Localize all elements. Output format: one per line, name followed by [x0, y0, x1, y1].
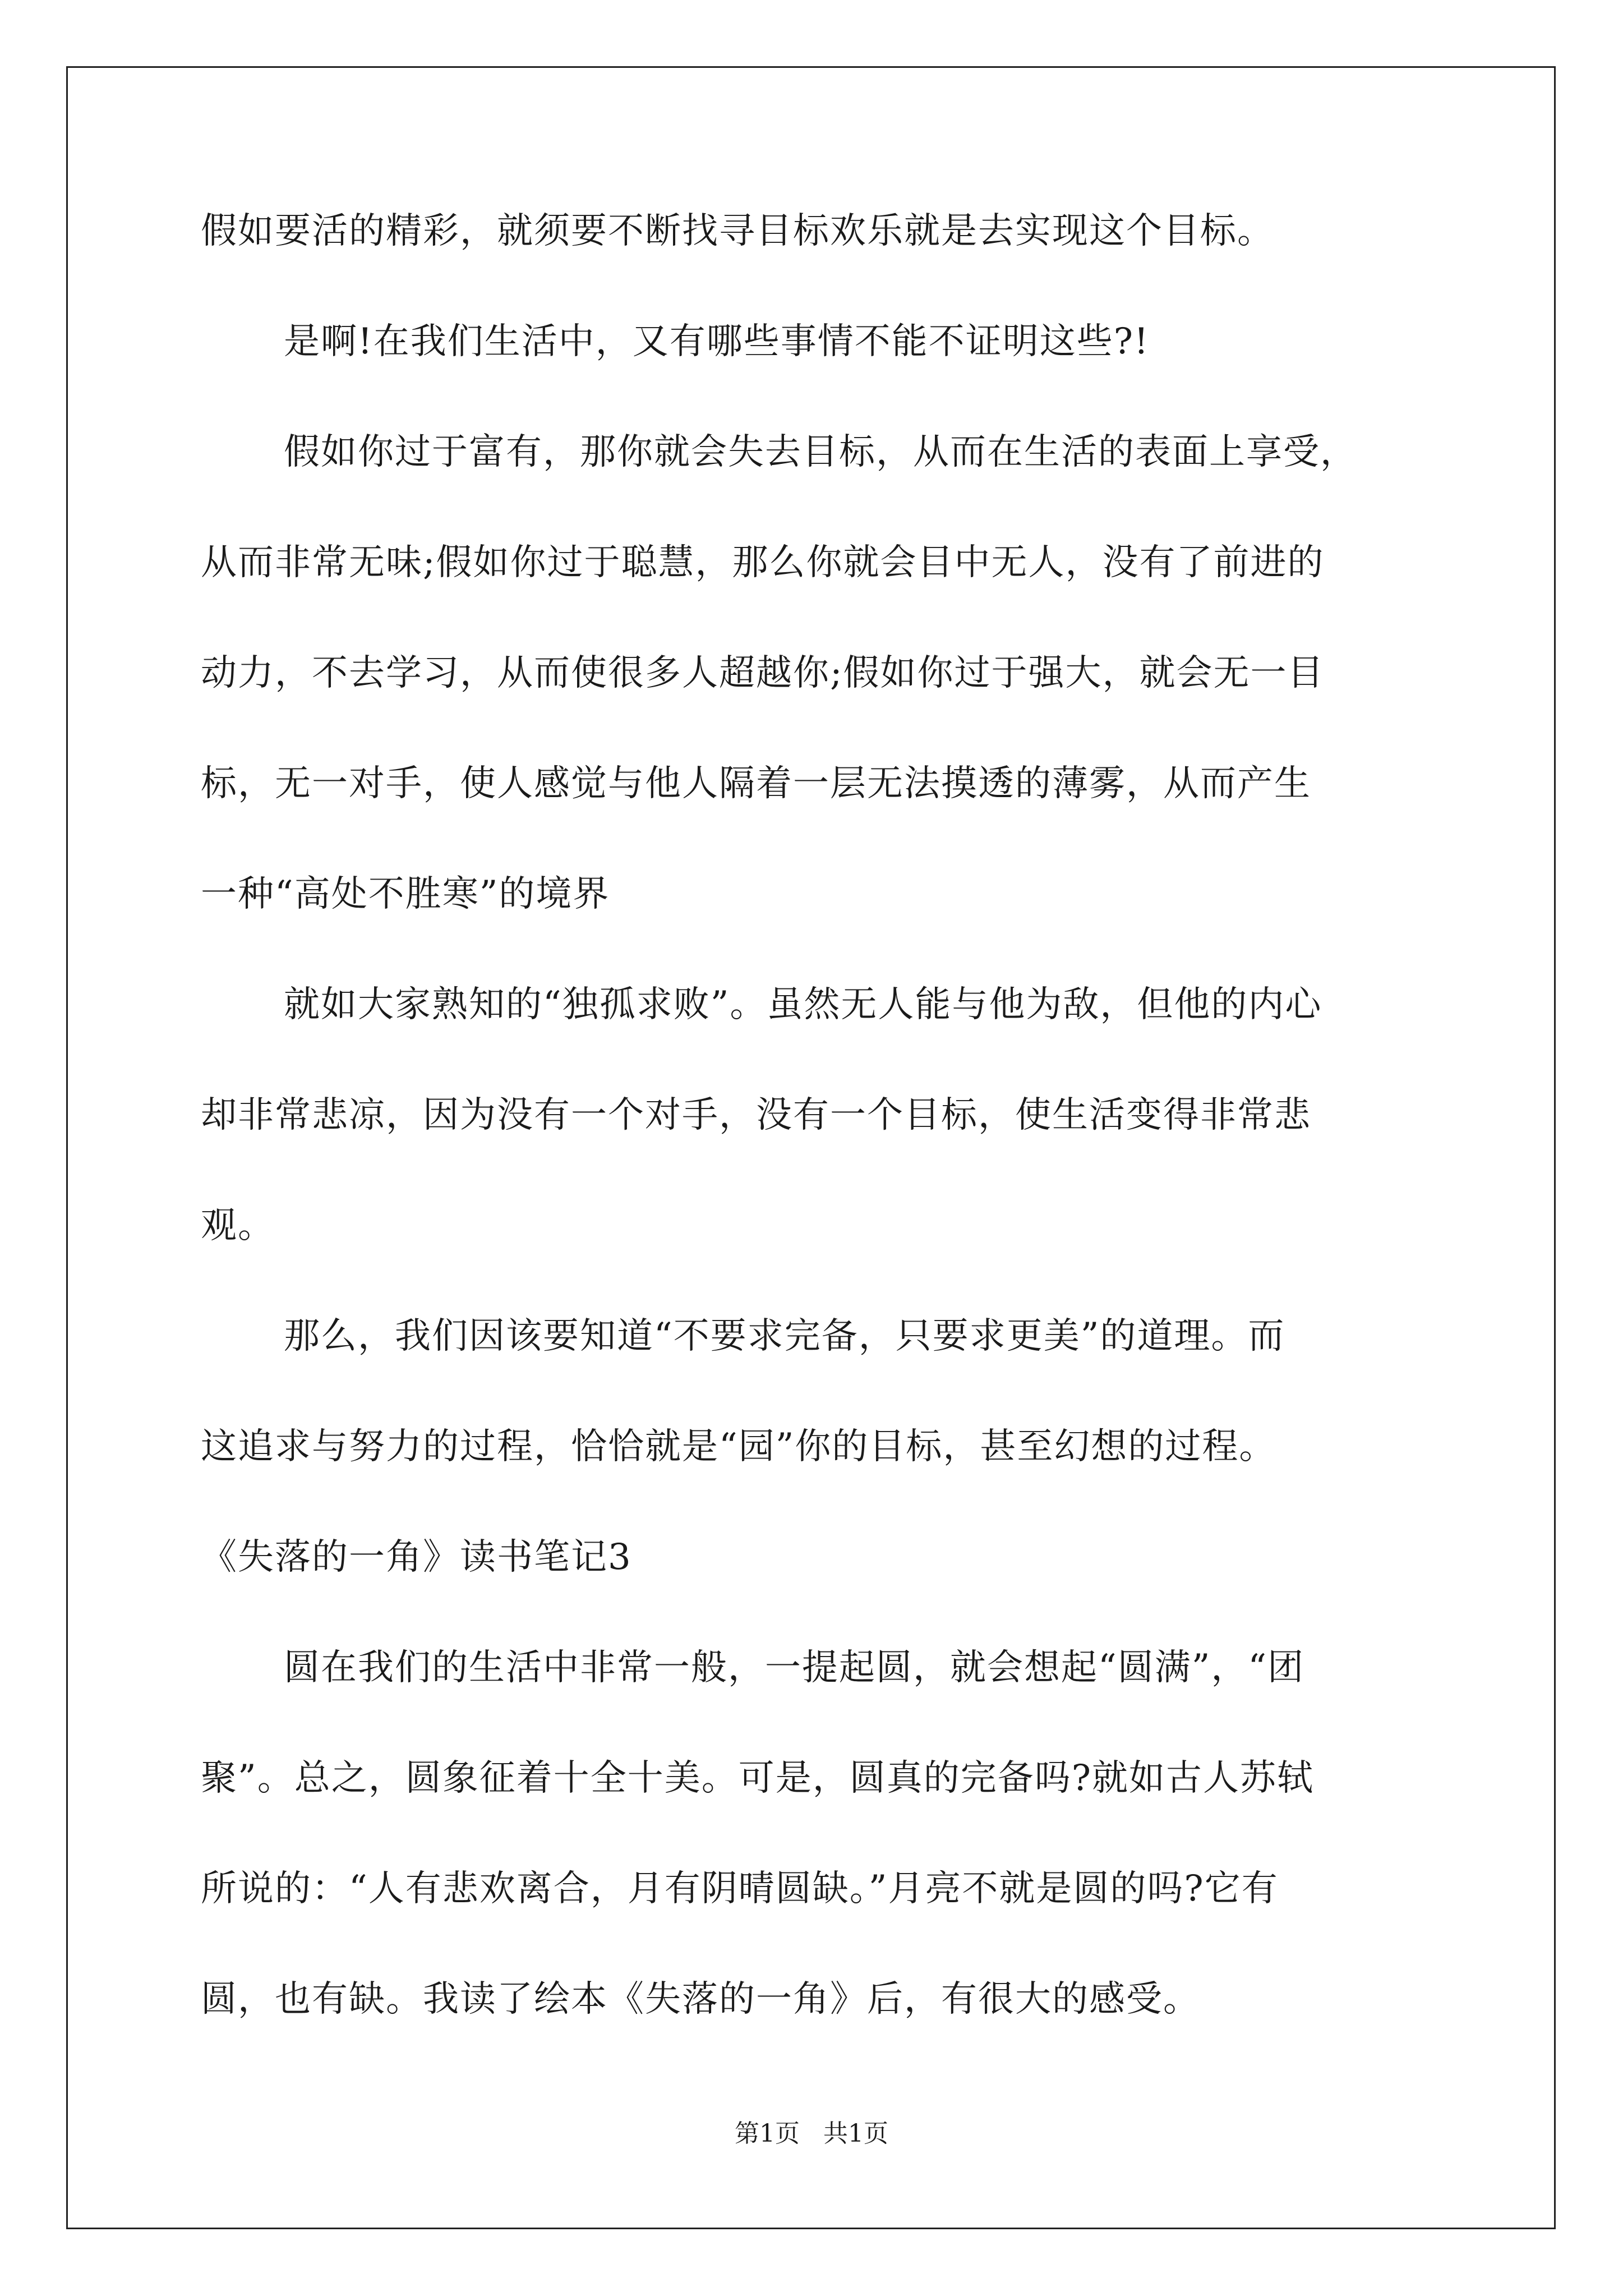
text-line: 圆在我们的生活中非常一般，一提起圆，就会想起“圆满”，“团 — [284, 1647, 1305, 1688]
text-line: 圆，也有缺。我读了绘本《失落的一角》后，有很大的感受。 — [201, 1978, 1200, 2020]
text-line: 所说的：“人有悲欢离合，月有阴晴圆缺。”月亮不就是圆的吗?它有 — [201, 1868, 1279, 1910]
text-line: 一种“高处不胜寒”的境界 — [201, 873, 610, 915]
text-line: 那么，我们因该要知道“不要求完备，只要求更美”的道理。而 — [284, 1315, 1285, 1357]
text-line: 假如你过于富有，那你就会失去目标，从而在生活的表面上享受， — [284, 431, 1357, 473]
text-line: 标，无一对手，使人感觉与他人隔着一层无法摸透的薄雾，从而产生 — [201, 763, 1311, 804]
text-line: 却非常悲凉，因为没有一个对手，没有一个目标，使生活变得非常悲 — [201, 1094, 1311, 1136]
document-body — [201, 210, 1440, 2092]
text-line: 就如大家熟知的“独孤求败”。虽然无人能与他为敌，但他的内心 — [284, 984, 1322, 1025]
text-line: 聚”。总之，圆象征着十全十美。可是，圆真的完备吗?就如古人苏轼 — [201, 1757, 1315, 1799]
text-line: 动力，不去学习，从而使很多人超越你;假如你过于强大，就会无一目 — [201, 652, 1325, 694]
text-line: 观。 — [201, 1205, 275, 1246]
text-line: 假如要活的精彩，就须要不断找寻目标欢乐就是去实现这个目标。 — [201, 210, 1274, 252]
text-line: 从而非常无味;假如你过于聪慧，那么你就会目中无人，没有了前进的 — [201, 542, 1325, 583]
section-heading: 《失落的一角》读书笔记3 — [201, 1536, 632, 1578]
text-line: 是啊!在我们生活中，又有哪些事情不能不证明这些?! — [284, 321, 1150, 362]
text-line: 这追求与努力的过程，恰恰就是“园”你的目标，甚至幻想的过程。 — [201, 1426, 1276, 1467]
page-footer: 第1页 共1页 — [735, 2119, 888, 2148]
